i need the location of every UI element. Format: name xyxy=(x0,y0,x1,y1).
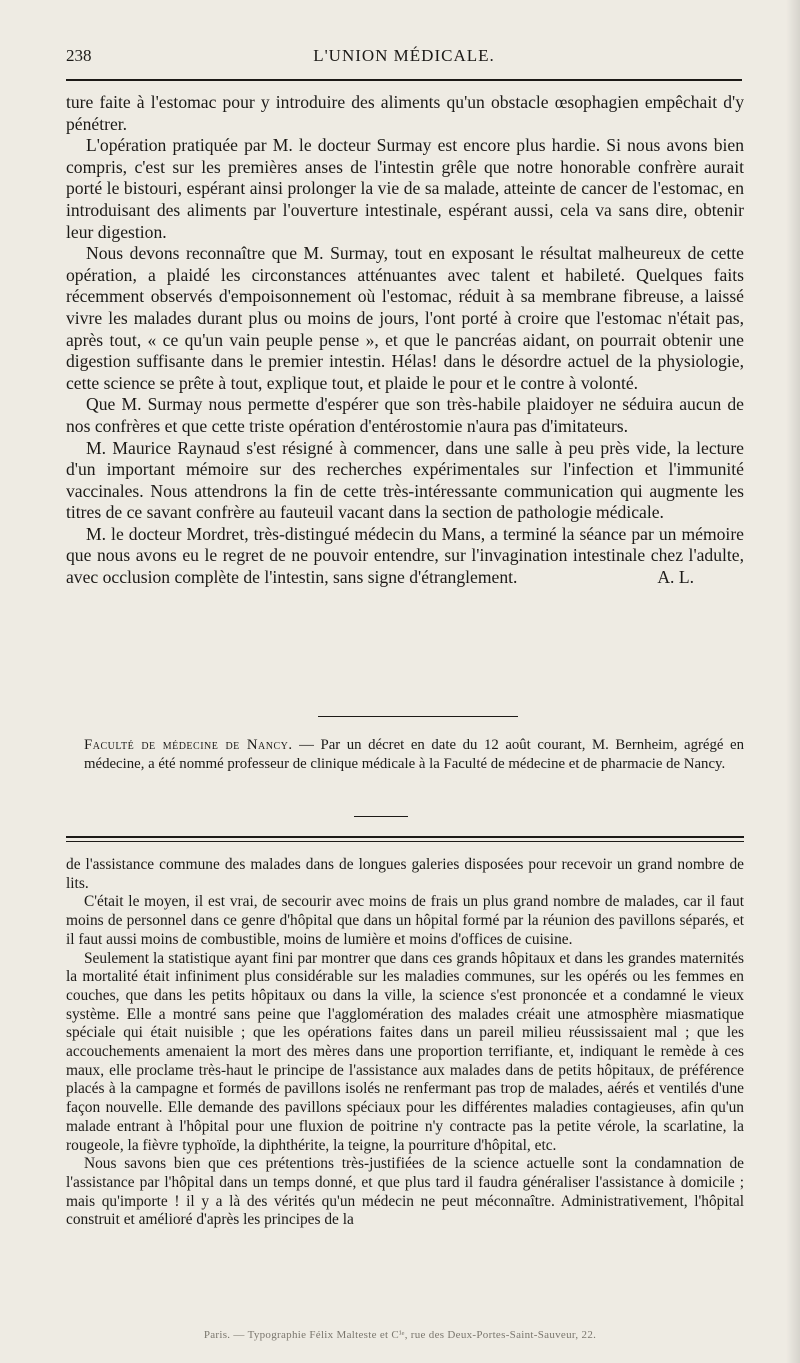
article-paragraph-text: M. le docteur Mordret, très-distingué médecin du Mans, a terminé la séance par un mémoire que nous avons eu le regret de ne pouvoir entendre, sur l'invagination intestinale chez l'adulte, avec occlusion complète de l'intestin, sans signe d'étranglement. xyxy=(66,523,744,588)
section-divider xyxy=(318,716,518,717)
printer-imprint: Paris. — Typographie Félix Malteste et Cⁱᵉ, rue des Deux-Portes-Saint-Sauveur, 22. xyxy=(203,1329,597,1341)
feuilleton-paragraph: C'était le moyen, il est vrai, de secourir avec moins de frais un plus grand nombre de malades, car il faut moins de personnel dans ce genre d'hôpital que dans un hôpital formé par la réunion des pavillons séparés, et il faut aussi moins de combustible, moins de lumière et moins d'offices de cuisine. xyxy=(66,893,744,948)
news-item xyxy=(84,736,744,774)
news-end-rule xyxy=(354,816,408,817)
feuilleton-paragraph: Seulement la statistique ayant fini par montrer que dans ces grands hôpitaux et dans les grandes maternités la mortalité était infiniment plus considérable sur les maladies communes, sur les opérés ou les femmes en couches, que dans les petits hôpitaux ou dans la ville, la science s'est prononcée et a condamné le vieux système. Elle a montré sans peine que l'agglomération des malades créait une atmosphère miasmatique spéciale qui était nuisible ; que les opérations faites dans un pareil milieu réussissaient mal ; que les accouchements amenaient la mort des mères dans une proportion terrifiante, et, indiquant le remède à ces maux, elle proclame très-haut le principe de l'assistance aux malades dans de petits hôpitaux, de préférence placés à la campagne et formés de pavillons isolés ne renfermant pas trop de malades, aérés et ventilés d'une façon nouvelle. Elle demande des pavillons spéciaux pour les différentes maladies contagieuses, afin qu'un malade entrant à l'hôpital pour une fluxion de poitrine n'y contracte pas la petite vérole, la scarlatine, la rougeole, la fièvre typhoïde, la diphthérite, la teigne, la pourriture d'hôpital, etc. xyxy=(66,949,744,1154)
page-header xyxy=(66,46,742,76)
news-text: — Par un décret en date du 12 août courant, M. Bernheim, agrégé en médecine, a été nommé professeur de clinique médicale à la Faculté de médecine et de pharmacie de Nancy. xyxy=(84,737,744,772)
header-rule xyxy=(66,79,742,81)
page-edge-shadow xyxy=(786,0,800,1363)
article-paragraph: L'opération pratiquée par M. le docteur Surmay est encore plus hardie. Si nous avons bien compris, c'est sur les premières anses de l'intestin grêle que notre honorable confrère aurait porté le bistouri, espérant ainsi prolonger la vie de sa malade, atteinte de cancer de l'estomac, en introduisant des aliments par l'ouverture intestinale, espérant aussi, cela va sans dire, obtenir leur digestion. xyxy=(66,135,744,242)
running-title: L'UNION MÉDICALE. xyxy=(313,46,495,65)
feuilleton-rule-thin xyxy=(66,841,744,842)
article-paragraph: Nous devons reconnaître que M. Surmay, tout en exposant le résultat malheureux de cette opération, a plaidé les circonstances atténuantes avec talent et habileté. Quelques faits récemment observés d'empoisonnement où l'estomac, réduit à sa membrane fibreuse, a laissé vivre les malades durant plus ou moins de jours, l'ont porté à croire que l'estomac n'était pas, après tout, « ce qu'un vain peuple pense », et que le pancréas aidant, on pourrait obtenir une digestion suffisante dans le premier intestin. Hélas! dans le désordre actuel de la physiologie, cette science se prête à tout, explique tout, et plaide le pour et le contre à volonté. xyxy=(66,243,744,393)
main-article xyxy=(66,92,744,589)
feuilleton-paragraph: de l'assistance commune des malades dans de longues galeries disposées pour recevoir un grand nombre de lits. xyxy=(66,856,744,892)
article-paragraph: Que M. Surmay nous permette d'espérer que son très-habile plaidoyer ne séduira aucun de nos confrères et que cette triste opération d'entérostomie n'aura pas d'imitateurs. xyxy=(66,394,744,436)
article-paragraph xyxy=(66,524,744,589)
feuilleton-rule xyxy=(66,836,744,838)
article-paragraph: ture faite à l'estomac pour y introduire des aliments qu'un obstacle œsophagien empêchait d'y pénétrer. xyxy=(66,92,744,134)
author-signature: A. L. xyxy=(657,567,694,588)
news-heading: Faculté de médecine de Nancy. xyxy=(84,737,293,753)
feuilleton-text xyxy=(66,856,744,1230)
article-paragraph: M. Maurice Raynaud s'est résigné à commencer, dans une salle à peu près vide, la lecture d'un important mémoire sur des recherches expérimentales sur l'infection et l'immunité vaccinales. Nous attendrons la fin de cette très-intéressante communication qui augmente les titres de ce savant confrère au fauteuil vacant dans la section de pathologie médicale. xyxy=(66,437,744,523)
feuilleton-paragraph: Nous savons bien que ces prétentions très-justifiées de la science actuelle sont la condamnation de l'assistance par l'hôpital dans un temps donné, et que plus tard il faudra généraliser l'assistance à domicile ; mais qu'importe ! il y a là des vérités qu'un médecin ne peut méconnaître. Administrativement, l'hôpital construit et amélioré d'après les principes de la xyxy=(66,1155,744,1229)
page-number: 238 xyxy=(66,46,92,65)
